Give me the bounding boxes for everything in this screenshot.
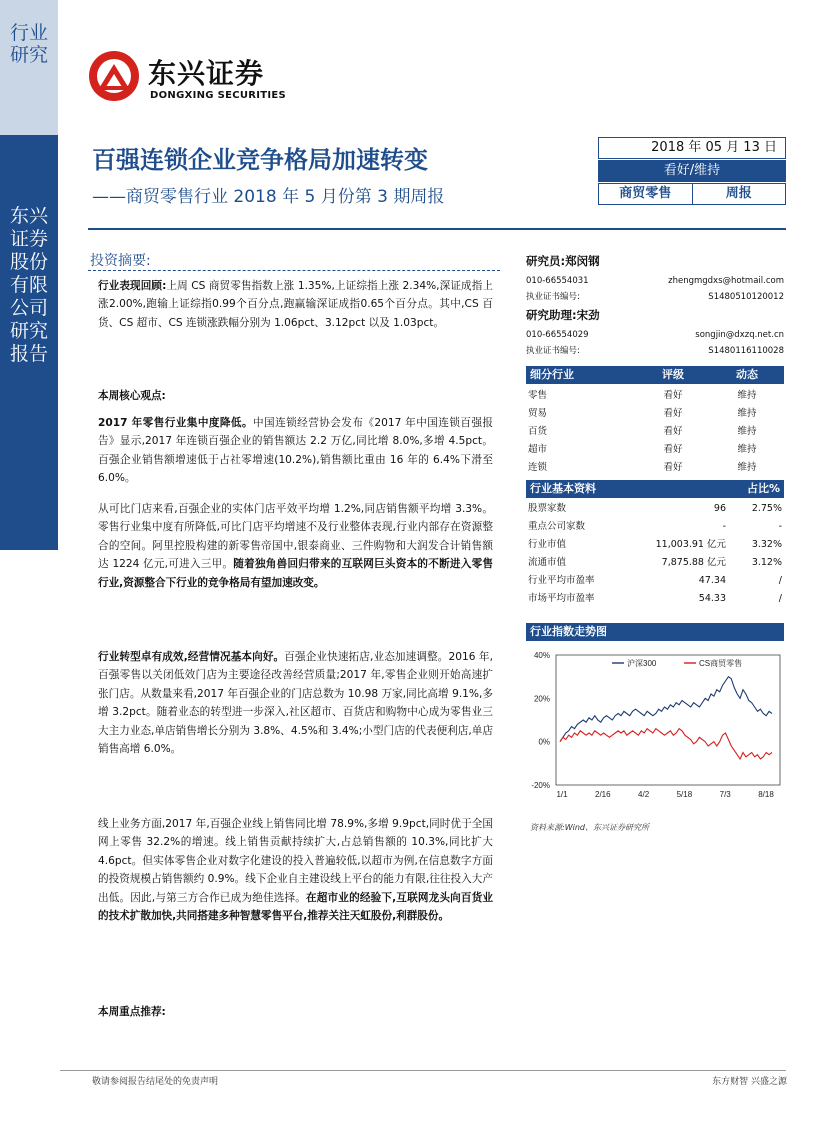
analyst-contact — [526, 327, 784, 343]
report-subtitle: ——商贸零售行业 2018 年 5 月份第 3 期周报 — [92, 187, 445, 207]
analyst-cert-label: 执业证书编号: — [526, 292, 580, 302]
sidebar-org-text: 东兴证券股份有限公司研究报告 — [9, 205, 48, 365]
cell: 3.32% — [751, 539, 782, 550]
logo-name-en: DONGXING SECURITIES — [150, 90, 287, 101]
table-row — [526, 423, 784, 441]
analyst-email[interactable]: zhengmgdxs@hotmail.com — [668, 276, 784, 286]
company-logo — [88, 46, 318, 108]
index-trend-chart — [522, 645, 787, 815]
cell: 百货 — [528, 426, 548, 437]
table-row — [526, 441, 784, 459]
report-tags — [598, 183, 786, 205]
x-tick-label: 8/18 — [758, 790, 774, 799]
cell: 贸易 — [528, 408, 548, 419]
y-tick-label: 20% — [533, 694, 550, 704]
analyst-name: 研究助理:宋劲 — [526, 308, 600, 322]
cell: 股票家数 — [528, 503, 567, 514]
analyst-cert — [526, 289, 784, 305]
analyst-cert-number: S1480116110028 — [708, 346, 784, 356]
report-rating: 看好/维持 — [598, 160, 786, 182]
cell: 重点公司家数 — [528, 521, 586, 532]
table-row — [526, 405, 784, 423]
paragraph-online — [98, 815, 493, 925]
para-bold: 在超市业的经验下,互联网龙头向百货业的技术扩散加快,共同搭建多种智慧零售平台,推荐关注天虹股份,利群股份。 — [98, 891, 493, 923]
table-row — [526, 590, 784, 608]
header-cell: 行业基本资料 — [530, 482, 596, 495]
x-tick-label: 4/2 — [638, 790, 650, 799]
focus-heading — [98, 1003, 493, 1021]
x-tick-label: 2/16 — [595, 790, 611, 799]
industry-tag: 商贸零售 — [599, 184, 693, 204]
para-text: 中国连锁经营协会发布《2017 年中国连锁百强报告》显示,2017 年连锁百强企业的销售额达 2.2 万亿,同比增 8.0%,多增 4.5pct。百强企业销售额增速低于占社零增速(10.2%),销售额比重由 16 年的 6.4%下滑至 6.0%。 — [98, 417, 494, 485]
y-tick-label: 0% — [538, 737, 550, 747]
cell: 市场平均市盈率 — [528, 593, 595, 604]
chart-title: 行业指数走势图 — [526, 623, 784, 641]
analyst-contact — [526, 273, 784, 289]
cell: 维持 — [737, 408, 757, 419]
y-tick-label: 40% — [533, 651, 550, 660]
cell: 维持 — [737, 390, 757, 401]
sidebar-category-block — [0, 0, 58, 135]
cell: 行业平均市盈率 — [528, 575, 595, 586]
x-tick-label: 1/1 — [556, 790, 568, 799]
cell: / — [778, 593, 782, 604]
cell: 维持 — [737, 462, 757, 473]
para-bold: 2017 年零售行业集中度降低。 — [98, 417, 254, 429]
header-cell: 动态 — [736, 368, 758, 381]
cell: 行业市值 — [528, 539, 567, 550]
rating-table — [526, 366, 784, 477]
industry-basic-table — [526, 480, 784, 608]
analyst-block — [526, 253, 784, 359]
para-text: 上周 CS 商贸零售指数上涨 1.35%,上证综指上涨 2.34%,深证成指上涨2.00%,跑输上证综指0.99个百分点,跑赢输深证成指0.65个百分点。其中,CS 百货、CS 超市、CS 连锁涨跌幅分别为 1.06pct、3.12pct 以及 1.03pct。 — [98, 280, 493, 329]
series-line — [560, 729, 772, 759]
cell: 96 — [713, 503, 726, 514]
chart-svg — [522, 645, 787, 815]
footer-disclaimer: 敬请参阅报告结尾处的免责声明 — [92, 1077, 219, 1087]
analyst-cert-label: 执业证书编号: — [526, 346, 580, 356]
cell: 看好 — [663, 390, 683, 401]
cell: - — [778, 521, 782, 532]
analyst-phone: 010-66554031 — [526, 276, 589, 286]
table-row — [526, 536, 784, 554]
analyst-cert-number: S1480510120012 — [708, 292, 784, 302]
sidebar-org-block — [0, 135, 58, 550]
table-row — [526, 518, 784, 536]
footer-slogan: 东方财智 兴盛之源 — [712, 1077, 787, 1087]
x-tick-label: 7/3 — [719, 790, 731, 799]
table-row — [526, 554, 784, 572]
table-row — [526, 459, 784, 477]
para-text: 线上业务方面,2017 年,百强企业线上销售同比增 78.9%,多增 9.9pct,同时优于全国网上零售 32.2%的增速。线上销售贡献持续扩大,占总销售额的 10.3%,同比扩大 4.6pct。但实体零售企业对数字化建设的投入普遍较低,以超市为例,在信息数字方面的投资规模占销售额约 0.9%。线下企业自主建设线上平台的能力有限,往往投入大产出低。因此,与第三方合作已成为绝佳选择。 — [98, 818, 493, 904]
para-text: 百强企业快速拓店,业态加速调整。2016 年,百强零售以关闭低效门店为主要途径改善经营质量;2017 年,零售企业则开始高速扩张门店。从数量来看,2017 年百强企业的门店总数为 10.98 万家,同比高增 9.1%,多增 3.2pct。随着业态的转型进一步深入,社区超市、百货店和购物中心成为零售业三大主力业态,单店销售增长分别为 3.8%、4.5%和 3.4%;小型门店的代表便利店,单店销售高增 6.0%。 — [98, 651, 493, 756]
chart-source: 资料来源:Wind、东兴证券研究所 — [530, 823, 649, 832]
cell: 3.12% — [751, 557, 782, 568]
para-text: 从可比门店来看,百强企业的实体门店平效平均增 1.2%,同店销售额平均增 3.3%。零售行业集中度有所降低,可比门店平均增速不及行业整体表现,行业内部存在资源整合的空间。阿里控股构建的新零售帝国中,银泰商业、三件购物和大润发合计销售额达 1224 亿元,可进入三甲。 — [98, 503, 493, 571]
summary-underline — [88, 270, 500, 271]
cell: 11,003.91 亿元 — [655, 539, 726, 550]
cell: 54.33 — [698, 593, 726, 604]
cell: 2.75% — [751, 503, 782, 514]
analyst-email[interactable]: songjin@dxzq.net.cn — [695, 330, 784, 340]
header-cell: 占比% — [746, 482, 780, 495]
cell: 流通市值 — [528, 557, 567, 568]
cell: 看好 — [663, 408, 683, 419]
legend-label: 沪深300 — [627, 659, 657, 668]
rating-table-header — [526, 366, 784, 384]
cell: 7,875.88 亿元 — [661, 557, 726, 568]
table-row — [526, 500, 784, 518]
paragraph-transformation — [98, 648, 493, 758]
table-row — [526, 387, 784, 405]
cell: / — [778, 575, 782, 586]
para-bold: 随着独角兽回归带来的互联网巨头资本的不断进入零售行业,资源整合下行业的竞争格局有望加速改变。 — [98, 558, 494, 589]
cell: 零售 — [528, 390, 548, 401]
plot-frame — [556, 655, 780, 785]
header-divider — [88, 228, 786, 230]
basic-table-header — [526, 480, 784, 498]
x-tick-label: 5/18 — [676, 790, 693, 799]
analyst-phone: 010-66554029 — [526, 330, 589, 340]
legend-label: CS商贸零售 — [699, 659, 743, 668]
series-line — [560, 677, 772, 742]
logo-mark-icon — [88, 50, 140, 102]
cell: - — [722, 521, 726, 532]
cell: 看好 — [663, 462, 683, 473]
core-view-heading — [98, 387, 493, 405]
para-bold: 行业表现回顾: — [98, 280, 167, 292]
table-row — [526, 572, 784, 590]
footer-divider — [60, 1070, 786, 1071]
analyst-name: 研究员:郑闵钢 — [526, 254, 600, 268]
header-cell: 细分行业 — [530, 368, 574, 381]
cell: 看好 — [663, 426, 683, 437]
header-cell: 评级 — [662, 368, 684, 381]
cell: 维持 — [737, 444, 757, 455]
report-title: 百强连锁企业竞争格局加速转变 — [92, 146, 428, 174]
header-cell — [636, 480, 726, 498]
logo-name-cn: 东兴证券 — [148, 57, 265, 90]
para-bold: 本周重点推荐: — [98, 1006, 166, 1018]
cell: 维持 — [737, 426, 757, 437]
summary-heading: 投资摘要: — [90, 253, 151, 269]
cell: 看好 — [663, 444, 683, 455]
paragraph-performance — [98, 277, 493, 332]
cell: 连锁 — [528, 462, 548, 473]
report-type-tag: 周报 — [725, 186, 752, 201]
analyst-cert — [526, 343, 784, 359]
cell: 超市 — [528, 444, 548, 455]
y-tick-label: -20% — [531, 781, 550, 790]
paragraph-comparable-stores — [98, 500, 493, 592]
report-date: 2018 年 05 月 13 日 — [598, 137, 786, 159]
sidebar-category-text: 行业研究 — [10, 22, 49, 66]
para-bold: 本周核心观点: — [98, 390, 166, 402]
paragraph-concentration — [98, 414, 493, 488]
para-bold: 行业转型卓有成效,经营情况基本向好。 — [98, 651, 285, 663]
cell: 47.34 — [698, 575, 726, 586]
